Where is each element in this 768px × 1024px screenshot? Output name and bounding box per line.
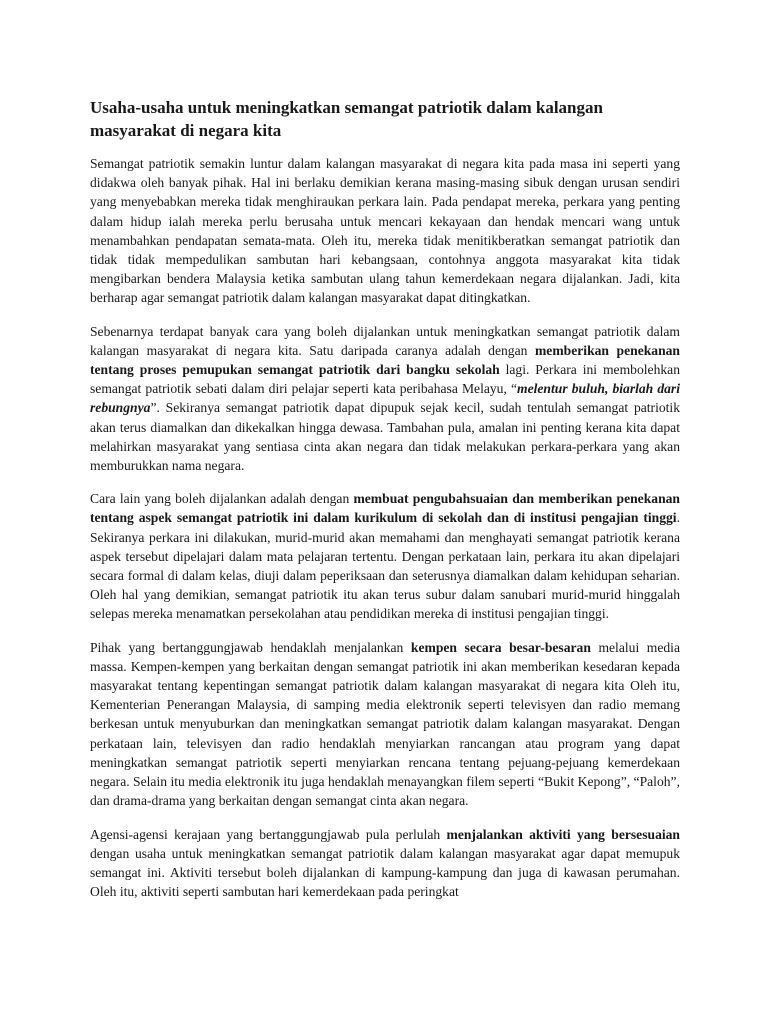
bold-phrase: memberikan penekanan tentang proses pemupukan semangat patriotik dari bangku sekolah [90,342,680,378]
text-segment: Agensi-agensi kerajaan yang bertanggungjawab pula perlulah [90,826,447,842]
paragraph-4 [90,638,680,811]
paragraph-2 [90,322,680,476]
paragraph-5 [90,825,680,902]
text-segment: Cara lain yang boleh dijalankan adalah dengan [90,491,354,507]
text-segment: ”. Sekiranya semangat patriotik dapat dipupuk sejak kecil, sudah tentulah semangat patriotik akan terus diamalkan dan dikekalkan hingga dewasa. Tambahan pula, amalan ini penting kerana kita dapat melahirkan masyarakat yang sentiasa cinta akan negara dan tidak melakukan perkara-perkara yang akan memburukkan nama negara. [90,400,680,474]
bold-phrase: membuat pengubahsuaian dan memberikan penekanan tentang aspek semangat patriotik ini dalam kurikulum di sekolah dan di institusi pengajian tinggi [90,491,680,526]
document-body [90,154,680,901]
document-title: Usaha-usaha untuk meningkatkan semangat patriotik dalam kalangan masyarakat di negara kita [90,98,603,140]
bold-italic-proverb: melentur buluh, biarlah dari rebungnya [90,381,680,416]
text-segment: Semangat patriotik semakin luntur dalam kalangan masyarakat di negara kita pada masa ini seperti yang didakwa oleh banyak pihak. Hal ini berlaku demikian kerana masing-masing sibuk dengan urusan sendiri yang menyebabkan mereka tidak menghiraukan perkara lain. Pada pendapat mereka, perkara yang penting dalam hidup ialah mereka perlu berusaha untuk mencari kekayaan dan hendak mencari wang untuk menambahkan pendapatan semata-mata. Oleh itu, mereka tidak menitikberatkan semangat patriotik dan tidak tidak mempedulikan sambutan hari kebangsaan, contohnya anggota masyarakat kita tidak mengibarkan bendera Malaysia ketika sambutan ulang tahun kemerdekaan negara dijalankan. Jadi, kita berharap agar semangat patriotik dalam kalangan masyarakat dapat ditingkatkan. [90,156,680,306]
paragraph-3 [90,489,680,623]
text-segment: Sebenarnya terdapat banyak cara yang boleh dijalankan untuk meningkatkan semangat patriotik dalam kalangan masyarakat di negara kita. Satu daripada caranya adalah dengan [90,323,680,358]
text-segment: lagi. Perkara ini membolehkan semangat patriotik sebati dalam diri pelajar seperti kata peribahasa Melayu, “ [90,362,680,397]
text-segment: melalui media massa. Kempen-kempen yang berkaitan dengan semangat patriotik ini akan memberikan kesedaran kepada masyarakat tentang kepentingan semangat patriotik dalam kalangan masyarakat di negara kita Oleh itu, Kementerian Penerangan Malaysia, di samping media elektronik seperti televisyen dan radio memang berkesan untuk menyuburkan dan meningkatkan semangat patriotik dalam kalangan masyarakat. Dengan perkataan lain, televisyen dan radio hendaklah menyiarkan rancangan atau program yang dapat meningkatkan semangat patriotik seperti menyiarkan rencana tentang pejuang-pejuang kemerdekaan negara. Selain itu media elektronik itu juga hendaklah menayangkan filem seperti “Bukit Kepong”, “Paloh”, dan drama-drama yang berkaitan dengan semangat cinta akan negara. [90,639,680,809]
text-segment: Pihak yang bertanggungjawab hendaklah menjalankan [90,639,411,655]
document-page [90,96,680,915]
bold-phrase: menjalankan aktiviti yang bersesuaian [446,826,680,842]
bold-phrase: kempen secara besar-besaran [410,639,591,655]
paragraph-1 [90,154,680,308]
text-segment: . Sekiranya perkara ini dilakukan, murid-murid akan memahami dan menghayati semangat patriotik kerana aspek tersebut dipelajari dalam mata pelajaran tertentu. Dengan perkataan lain, perkara itu akan dipelajari secara formal di dalam kelas, diuji dalam peperiksaan dan seterusnya diamalkan dalam kehidupan seharian. Oleh hal yang demikian, semangat patriotik itu akan terus subur dalam sanubari murid-murid hinggalah selepas mereka menamatkan persekolahan atau pendidikan mereka di institusi pengajian tinggi. [90,510,680,622]
text-segment: dengan usaha untuk meningkatkan semangat patriotik dalam kalangan masyarakat agar dapat memupuk semangat ini. Aktiviti tersebut boleh dijalankan di kampung-kampung dan juga di kawasan perumahan. Oleh itu, aktiviti seperti sambutan hari kemerdekaan pada peringkat [90,845,680,900]
